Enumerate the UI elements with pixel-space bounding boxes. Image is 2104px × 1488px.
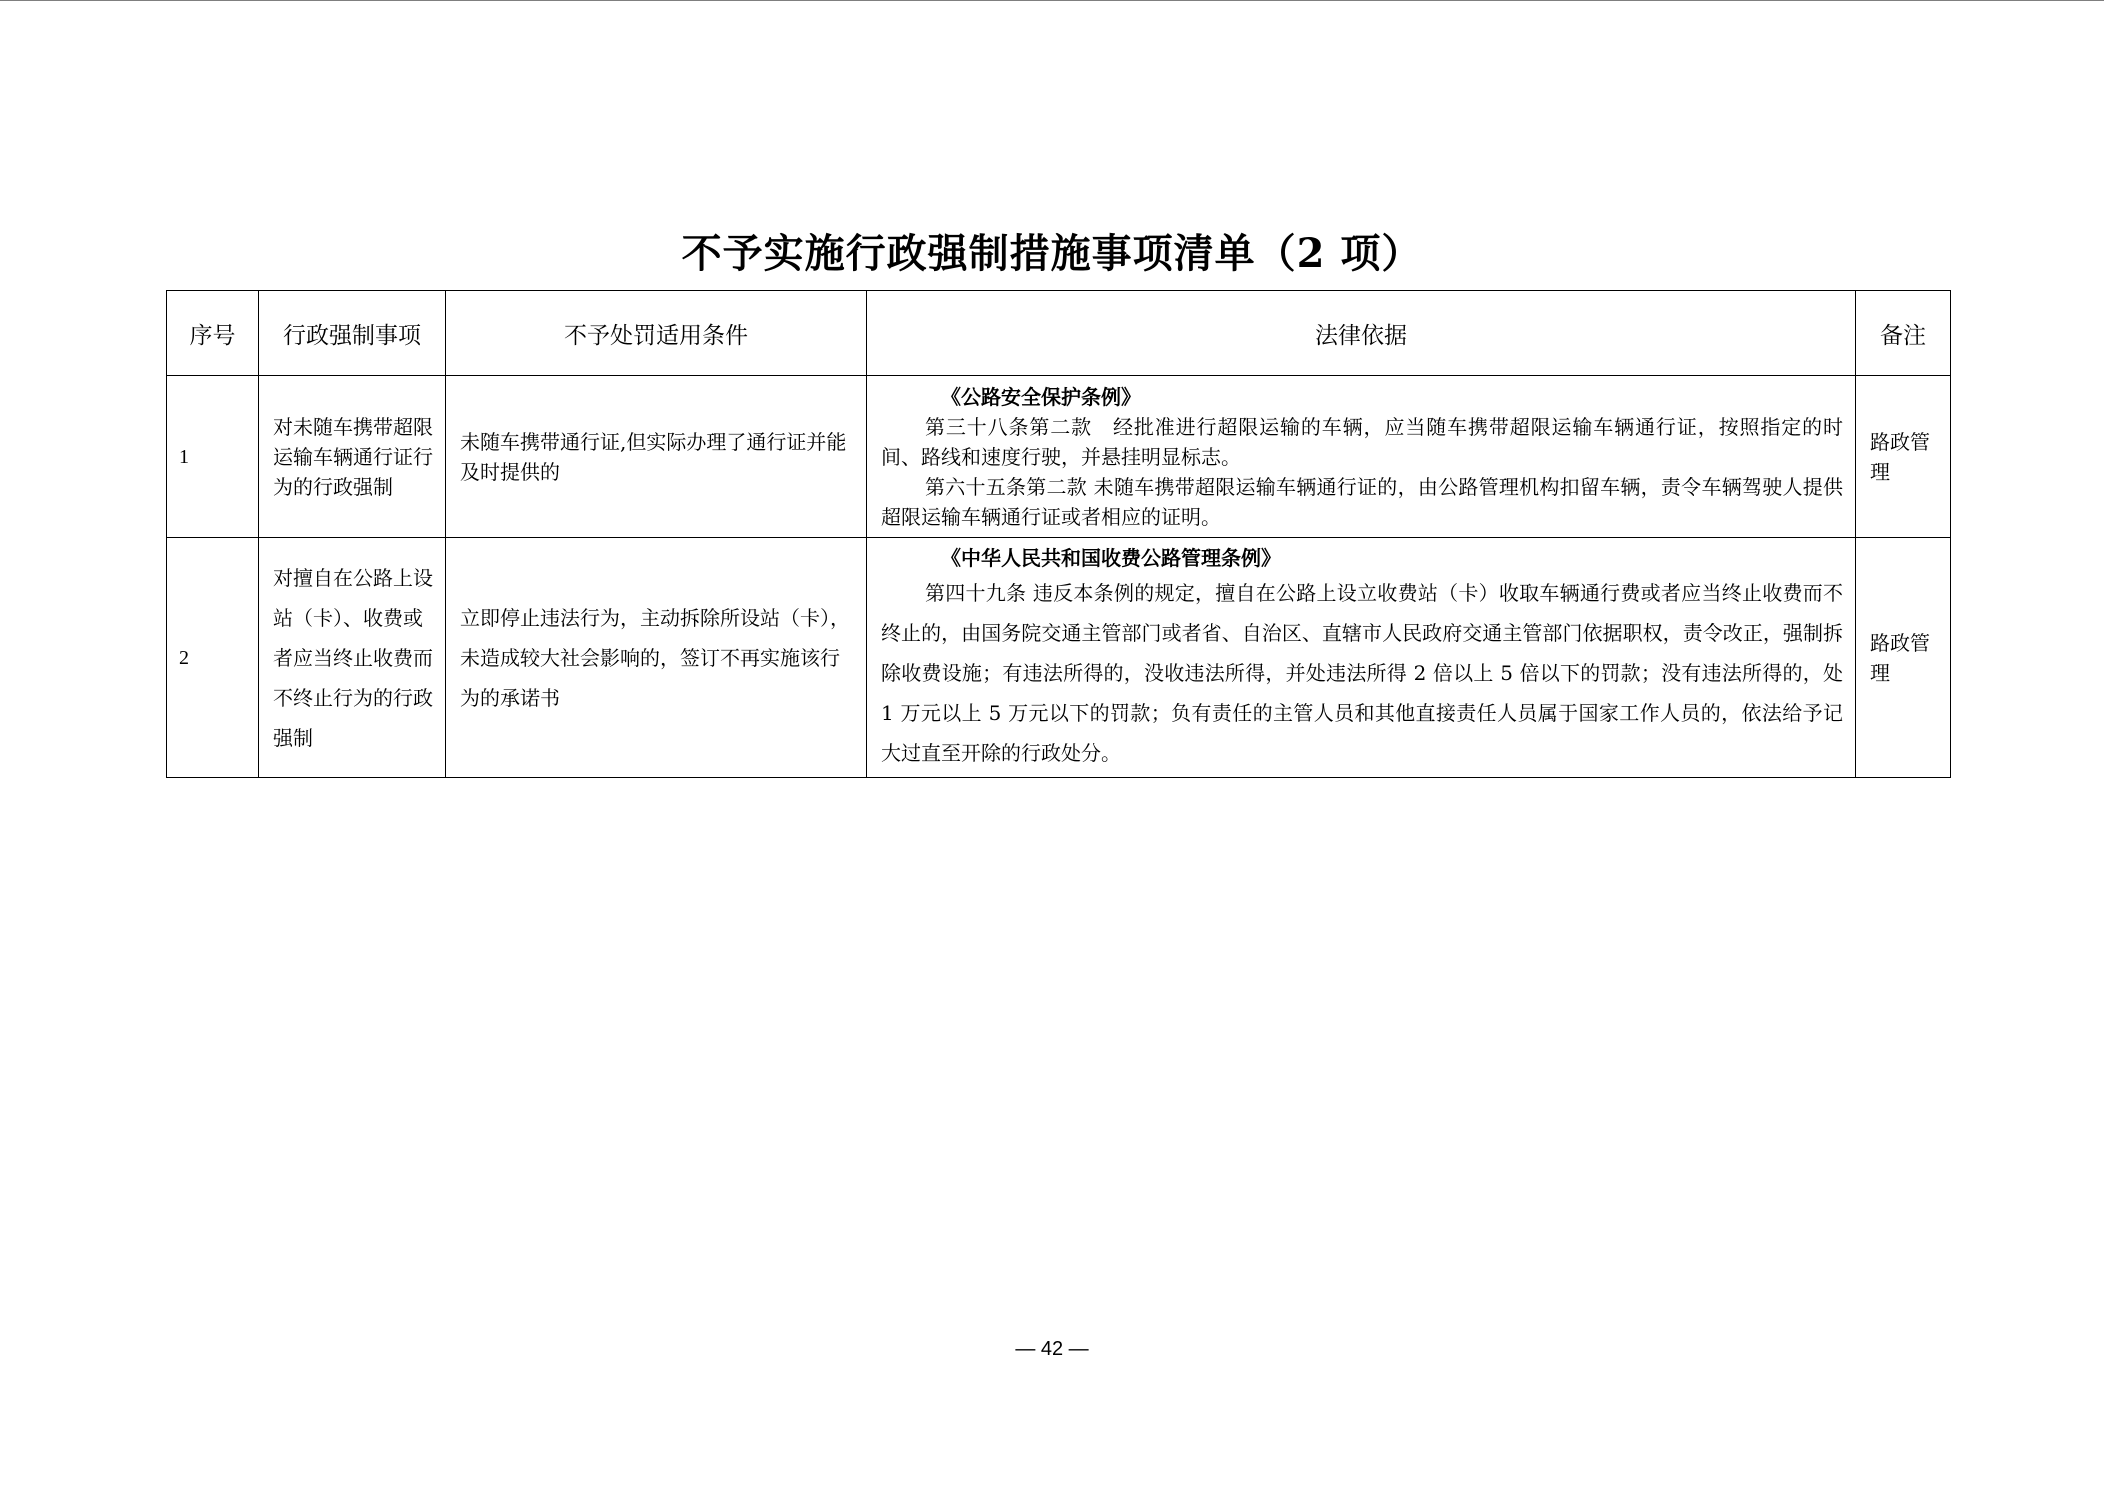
- row-number: 1: [167, 376, 259, 538]
- exemption-condition: 未随车携带通行证,但实际办理了通行证并能及时提供的: [446, 376, 867, 538]
- note: 路政管理: [1856, 538, 1951, 778]
- enforcement-item: 对擅自在公路上设站（卡）、收费或者应当终止收费而不终止行为的行政强制: [259, 538, 446, 778]
- table-row: [167, 538, 1951, 778]
- page-title: 不予实施行政强制措施事项清单（2 项）: [681, 230, 1423, 277]
- header-condition: 不予处罚适用条件: [446, 291, 867, 376]
- exemption-condition: 立即停止违法行为，主动拆除所设站（卡），未造成较大社会影响的，签订不再实施该行为的承诺书: [446, 538, 867, 778]
- law-title: 《中华人民共和国收费公路管理条例》: [941, 545, 1281, 570]
- note: 路政管理: [1856, 376, 1951, 538]
- law-title: 《公路安全保护条例》: [941, 384, 1141, 409]
- enforcement-item: 对未随车携带超限运输车辆通行证行为的行政强制: [259, 376, 446, 538]
- law-paragraph: 第六十五条第二款 未随车携带超限运输车辆通行证的，由公路管理机构扣留车辆，责令车辆驾驶人提供超限运输车辆通行证或者相应的证明。: [881, 474, 1843, 529]
- table-row: [167, 376, 1951, 538]
- law-paragraph: 第四十九条 违反本条例的规定，擅自在公路上设立收费站（卡）收取车辆通行费或者应当终止收费而不终止的，由国务院交通主管部门或者省、自治区、直辖市人民政府交通主管部门依据职权，责令改正，强制拆除收费设施；有违法所得的，没收违法所得，并处违法所得 2 倍以上 5 倍以下的罚款；没有违法所得的，处 1 万元以上 5 万元以下的罚款；负有责任的主管人员和其他直接责任人员属于国家工作人员的，依法给予记大过直至开除的行政处分。: [881, 580, 1843, 765]
- row-number: 2: [167, 538, 259, 778]
- law-paragraph: 第三十八条第二款 经批准进行超限运输的车辆，应当随车携带超限运输车辆通行证，按照指定的时间、路线和速度行驶，并悬挂明显标志。: [881, 414, 1843, 469]
- header-legal-basis: 法律依据: [867, 291, 1856, 376]
- measures-table: [166, 290, 1951, 778]
- table-header-row: [167, 291, 1951, 376]
- header-item: 行政强制事项: [259, 291, 446, 376]
- legal-basis: [867, 376, 1856, 538]
- header-note: 备注: [1856, 291, 1951, 376]
- header-no: 序号: [167, 291, 259, 376]
- page-number: — 42 —: [1015, 1338, 1089, 1360]
- top-rule: [0, 0, 2104, 1]
- legal-basis: [867, 538, 1856, 778]
